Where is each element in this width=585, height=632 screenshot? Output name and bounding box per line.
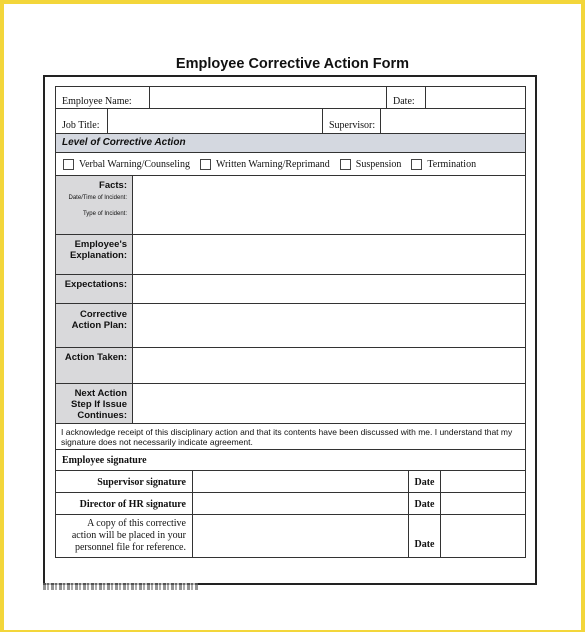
- form-title: Employee Corrective Action Form: [175, 56, 410, 72]
- action-taken-label: Action Taken:: [64, 352, 127, 363]
- option-suspension[interactable]: [340, 159, 402, 170]
- option-written-warning[interactable]: [200, 159, 330, 170]
- copy-notice-row: [56, 515, 525, 557]
- checkbox-written-warning[interactable]: [200, 159, 211, 170]
- expectations-field[interactable]: [133, 275, 525, 303]
- explanation-label-line2: Explanation:: [69, 250, 127, 261]
- action-taken-row: [56, 348, 525, 384]
- next-step-label-line1: Next Action: [74, 388, 127, 399]
- next-step-field[interactable]: [133, 384, 525, 423]
- supervisor-signature-row: [56, 471, 525, 493]
- level-options: [56, 153, 525, 175]
- job-title-label: Job Title:: [56, 109, 108, 133]
- hr-director-signature-field[interactable]: [193, 493, 409, 514]
- copy-notice: [56, 515, 193, 557]
- explanation-row: [56, 235, 525, 275]
- option-suspension-label: Suspension: [355, 158, 402, 170]
- expectations-row: [56, 275, 525, 304]
- acknowledgement-row: [56, 424, 525, 450]
- hr-director-date-field[interactable]: [441, 493, 525, 514]
- copy-notice-line1: A copy of this corrective: [87, 518, 186, 529]
- supervisor-signature-field[interactable]: [193, 471, 409, 492]
- copy-signature-field[interactable]: [193, 515, 409, 557]
- copy-notice-line2: action will be placed in your: [71, 530, 186, 541]
- expectations-label-cell: [56, 275, 133, 303]
- level-options-row: [56, 153, 525, 176]
- next-step-label-cell: [56, 384, 133, 423]
- employee-name-field[interactable]: [150, 87, 387, 108]
- copy-notice-line3: personnel file for reference.: [74, 542, 186, 553]
- option-verbal-warning-label: Verbal Warning/Counseling: [79, 158, 190, 170]
- explanation-field[interactable]: [133, 235, 525, 274]
- hr-director-date-label: Date: [409, 493, 441, 514]
- employee-signature-label: Employee signature: [62, 455, 147, 466]
- date-time-label: Date/Time of Incident:: [68, 195, 127, 201]
- supervisor-field[interactable]: [381, 109, 525, 133]
- checkbox-suspension[interactable]: [340, 159, 351, 170]
- option-verbal-warning[interactable]: [63, 159, 190, 170]
- next-step-label-line2: Step If Issue: [71, 399, 127, 410]
- plan-field[interactable]: [133, 304, 525, 347]
- explanation-label-cell: [56, 235, 133, 274]
- hr-director-signature-label: Director of HR signature: [56, 493, 193, 514]
- acknowledgement-text: I acknowledge receipt of this disciplinary action and that its contents have been discussed with me. I understand that my signature does not necessarily indicate agreement.: [61, 427, 513, 447]
- employee-name-label: Employee Name:: [56, 87, 150, 108]
- job-title-field[interactable]: [108, 109, 323, 133]
- corrective-action-form: [55, 86, 526, 558]
- level-heading-row: [56, 134, 525, 153]
- next-step-row: [56, 384, 525, 424]
- action-taken-label-cell: [56, 348, 133, 383]
- supervisor-date-label: Date: [409, 471, 441, 492]
- copy-date-field[interactable]: [441, 515, 525, 557]
- explanation-label-line1: Employee's: [74, 239, 127, 250]
- checkbox-verbal-warning[interactable]: [63, 159, 74, 170]
- plan-row: [56, 304, 525, 348]
- checkbox-termination[interactable]: [411, 159, 422, 170]
- level-heading: Level of Corrective Action: [56, 134, 525, 152]
- option-termination[interactable]: [411, 159, 476, 170]
- option-written-warning-label: Written Warning/Reprimand: [215, 158, 330, 170]
- date-label: Date:: [387, 87, 426, 108]
- plan-label-line2: Action Plan:: [71, 320, 127, 331]
- hr-director-signature-row: [56, 493, 525, 515]
- facts-label-cell: [56, 176, 133, 234]
- job-supervisor-row: [56, 109, 525, 134]
- facts-label: Facts:: [99, 180, 127, 191]
- copy-date-label: Date: [409, 515, 441, 557]
- plan-label-cell: [56, 304, 133, 347]
- employee-signature-row: [56, 450, 525, 471]
- next-step-label-line3: Continues:: [77, 410, 127, 421]
- type-incident-label: Type of Incident:: [82, 211, 127, 217]
- name-date-row: [56, 87, 525, 109]
- facts-row: [56, 176, 525, 235]
- option-termination-label: Termination: [427, 158, 477, 170]
- plan-label-line1: Corrective: [80, 309, 127, 320]
- supervisor-signature-label: Supervisor signature: [56, 471, 193, 492]
- date-field[interactable]: [426, 87, 525, 108]
- footer-scribble: [43, 583, 198, 590]
- facts-field[interactable]: [133, 176, 525, 234]
- expectations-label: Expectations:: [64, 279, 127, 290]
- supervisor-label: Supervisor:: [323, 109, 381, 133]
- action-taken-field[interactable]: [133, 348, 525, 383]
- supervisor-date-field[interactable]: [441, 471, 525, 492]
